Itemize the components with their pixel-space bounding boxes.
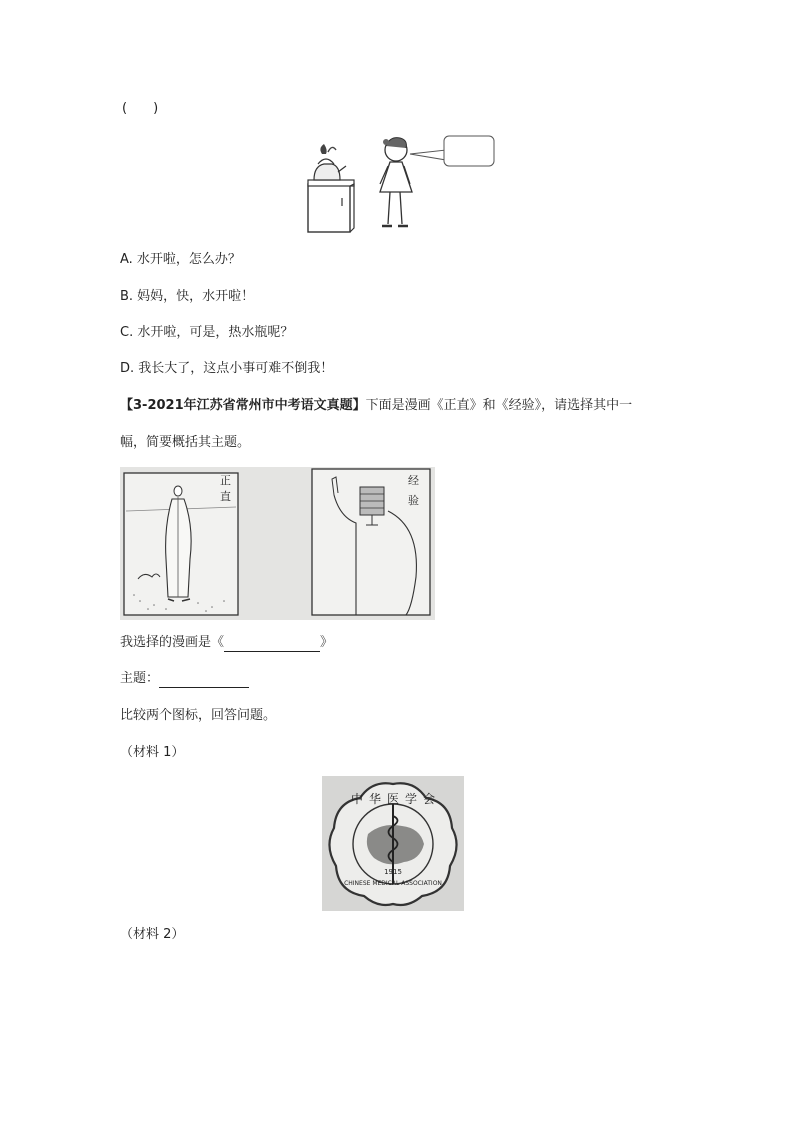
comic-right-title: 经验 — [408, 474, 419, 507]
answer-theme-blank[interactable] — [159, 673, 249, 688]
prompt-line-1: 下面是漫画《正直》和《经验》，请选择其中一 — [365, 398, 633, 413]
answer-parentheses: ( ) — [122, 101, 159, 116]
material-1-label: （材料 1） — [120, 745, 185, 760]
question-2-prompt — [120, 397, 632, 415]
medical-association-emblem — [322, 776, 464, 911]
comic-panels — [120, 467, 435, 620]
question-source: 【3-2021年江苏省常州市中考语文真题】 — [120, 398, 366, 413]
option-c: C. 水开啦，可是，热水瓶呢？ — [120, 325, 294, 340]
option-b: B. 妈妈，快，水开啦！ — [120, 289, 255, 304]
emblem-year: 1915 — [384, 868, 402, 876]
stove-girl-illustration — [300, 132, 500, 236]
option-a: A. 水开啦，怎么办？ — [120, 252, 241, 267]
comics-photo — [120, 467, 435, 620]
option-d: D. 我长大了，这点小事可难不倒我！ — [120, 361, 334, 376]
question-3-prompt: 比较两个图标，回答问题。 — [120, 708, 277, 723]
answer-theme-prefix: 主题： — [120, 671, 160, 686]
answer-choice-suffix: 》 — [320, 635, 334, 650]
answer-choice-line — [120, 634, 333, 652]
emblem-ring-text: CHINESE MEDICAL ASSOCIATION — [344, 880, 442, 887]
material-2-label: （材料 2） — [120, 927, 185, 942]
prompt-line-2: 幅，简要概括其主题。 — [120, 435, 251, 450]
answer-theme-line — [120, 670, 249, 688]
emblem-top-text: 中华医学会 — [350, 792, 441, 806]
answer-choice-prefix: 我选择的漫画是《 — [120, 635, 225, 650]
comic-left-title: 正直 — [220, 474, 231, 503]
answer-choice-blank[interactable] — [224, 637, 320, 652]
